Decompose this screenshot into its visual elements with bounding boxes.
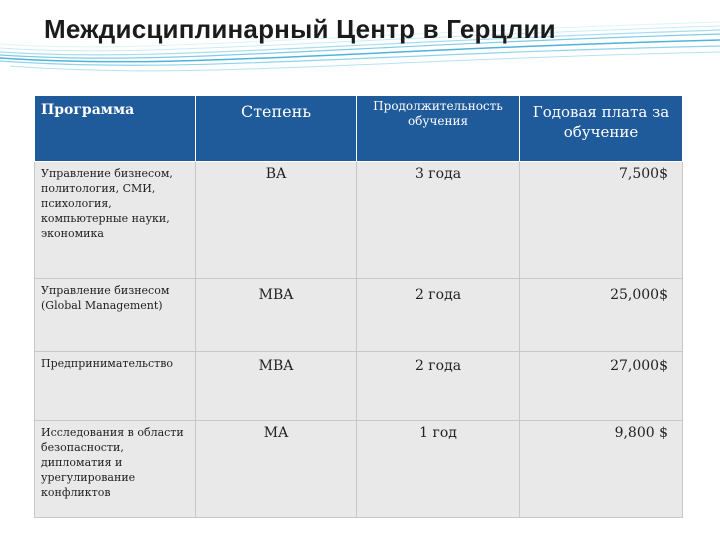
degree-cell: MBA xyxy=(196,352,357,421)
header-fee: Годовая плата за обучение xyxy=(520,96,683,162)
slide-title: Междисциплинарный Центр в Герцлии xyxy=(44,14,556,44)
duration-cell: 2 года xyxy=(357,279,520,352)
program-cell: Управление бизнесом, политология, СМИ, психология, компьютерные науки, экономика xyxy=(35,162,196,279)
program-table xyxy=(34,95,683,518)
duration-cell: 1 год xyxy=(357,421,520,518)
header-program: Программа xyxy=(35,96,196,162)
duration-cell: 3 года xyxy=(357,162,520,279)
program-cell: Предпринимательство xyxy=(35,352,196,421)
fee-cell: 25,000$ xyxy=(520,279,683,352)
header-degree: Степень xyxy=(196,96,357,162)
table-row xyxy=(35,352,683,421)
fee-cell: 27,000$ xyxy=(520,352,683,421)
degree-cell: BA xyxy=(196,162,357,279)
duration-cell: 2 года xyxy=(357,352,520,421)
table-row xyxy=(35,162,683,279)
fee-cell: 7,500$ xyxy=(520,162,683,279)
fee-cell: 9,800 $ xyxy=(520,421,683,518)
table-row xyxy=(35,279,683,352)
program-cell: Управление бизнесом (Global Management) xyxy=(35,279,196,352)
program-cell: Исследования в области безопасности, дипломатия и урегулирование конфликтов xyxy=(35,421,196,518)
header-duration: Продолжительность обучения xyxy=(357,96,520,162)
table-row xyxy=(35,421,683,518)
degree-cell: MA xyxy=(196,421,357,518)
degree-cell: MBA xyxy=(196,279,357,352)
table-header-row xyxy=(35,96,683,162)
